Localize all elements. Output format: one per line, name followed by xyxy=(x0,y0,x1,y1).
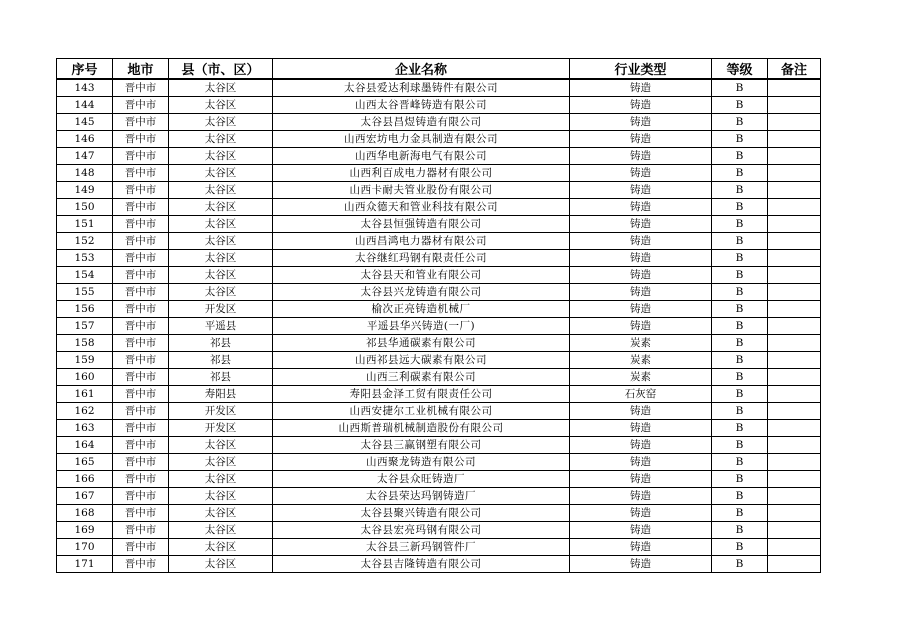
cell-serial-no: 151 xyxy=(57,216,113,233)
cell-remarks xyxy=(768,420,821,437)
cell-grade: B xyxy=(712,79,768,97)
cell-county: 祁县 xyxy=(169,352,273,369)
cell-city: 晋中市 xyxy=(113,233,169,250)
cell-county: 祁县 xyxy=(169,369,273,386)
cell-county: 开发区 xyxy=(169,420,273,437)
cell-serial-no: 157 xyxy=(57,318,113,335)
cell-county: 太谷区 xyxy=(169,79,273,97)
cell-company-name: 祁县华通碳素有限公司 xyxy=(273,335,570,352)
cell-remarks xyxy=(768,335,821,352)
table-row xyxy=(57,97,821,114)
cell-county: 太谷区 xyxy=(169,199,273,216)
cell-remarks xyxy=(768,352,821,369)
cell-company-name: 太谷县宏亮玛钢有限公司 xyxy=(273,522,570,539)
cell-remarks xyxy=(768,505,821,522)
cell-industry-type: 铸造 xyxy=(570,199,712,216)
cell-grade: B xyxy=(712,420,768,437)
cell-industry-type: 铸造 xyxy=(570,301,712,318)
cell-county: 太谷区 xyxy=(169,148,273,165)
table-row xyxy=(57,539,821,556)
cell-company-name: 山西祁县远大碳素有限公司 xyxy=(273,352,570,369)
cell-county: 太谷区 xyxy=(169,114,273,131)
cell-company-name: 山西昌鸿电力器材有限公司 xyxy=(273,233,570,250)
cell-grade: B xyxy=(712,148,768,165)
cell-industry-type: 铸造 xyxy=(570,556,712,573)
table-row xyxy=(57,522,821,539)
cell-company-name: 太谷县众旺铸造厂 xyxy=(273,471,570,488)
cell-remarks xyxy=(768,114,821,131)
header-industry-type: 行业类型 xyxy=(570,59,712,80)
cell-serial-no: 156 xyxy=(57,301,113,318)
cell-county: 开发区 xyxy=(169,403,273,420)
cell-serial-no: 163 xyxy=(57,420,113,437)
cell-county: 开发区 xyxy=(169,301,273,318)
cell-county: 太谷区 xyxy=(169,505,273,522)
cell-serial-no: 159 xyxy=(57,352,113,369)
cell-remarks xyxy=(768,199,821,216)
cell-city: 晋中市 xyxy=(113,97,169,114)
cell-county: 太谷区 xyxy=(169,216,273,233)
table-row xyxy=(57,437,821,454)
cell-industry-type: 铸造 xyxy=(570,267,712,284)
cell-grade: B xyxy=(712,556,768,573)
cell-grade: B xyxy=(712,539,768,556)
cell-industry-type: 铸造 xyxy=(570,318,712,335)
cell-remarks xyxy=(768,471,821,488)
cell-remarks xyxy=(768,233,821,250)
table-row xyxy=(57,369,821,386)
cell-serial-no: 155 xyxy=(57,284,113,301)
cell-serial-no: 168 xyxy=(57,505,113,522)
cell-county: 太谷区 xyxy=(169,522,273,539)
cell-grade: B xyxy=(712,182,768,199)
cell-remarks xyxy=(768,182,821,199)
cell-industry-type: 铸造 xyxy=(570,403,712,420)
cell-industry-type: 铸造 xyxy=(570,182,712,199)
cell-serial-no: 160 xyxy=(57,369,113,386)
table-body xyxy=(57,79,821,573)
cell-serial-no: 164 xyxy=(57,437,113,454)
cell-industry-type: 铸造 xyxy=(570,114,712,131)
header-county: 县（市、区） xyxy=(169,59,273,80)
cell-county: 太谷区 xyxy=(169,267,273,284)
table-row xyxy=(57,335,821,352)
header-city: 地市 xyxy=(113,59,169,80)
cell-remarks xyxy=(768,369,821,386)
cell-remarks xyxy=(768,250,821,267)
cell-city: 晋中市 xyxy=(113,114,169,131)
cell-city: 晋中市 xyxy=(113,165,169,182)
cell-remarks xyxy=(768,454,821,471)
cell-company-name: 山西宏坊电力金具制造有限公司 xyxy=(273,131,570,148)
table-row xyxy=(57,301,821,318)
cell-remarks xyxy=(768,97,821,114)
cell-company-name: 太谷县吉隆铸造有限公司 xyxy=(273,556,570,573)
cell-county: 太谷区 xyxy=(169,284,273,301)
cell-company-name: 太谷县恒强铸造有限公司 xyxy=(273,216,570,233)
cell-serial-no: 167 xyxy=(57,488,113,505)
cell-city: 晋中市 xyxy=(113,301,169,318)
table-row xyxy=(57,79,821,97)
table-row xyxy=(57,386,821,403)
cell-serial-no: 143 xyxy=(57,79,113,97)
table-row xyxy=(57,114,821,131)
table-row xyxy=(57,318,821,335)
cell-serial-no: 161 xyxy=(57,386,113,403)
cell-company-name: 山西华电新海电气有限公司 xyxy=(273,148,570,165)
cell-company-name: 山西安捷尔工业机械有限公司 xyxy=(273,403,570,420)
cell-county: 寿阳县 xyxy=(169,386,273,403)
cell-serial-no: 165 xyxy=(57,454,113,471)
cell-serial-no: 153 xyxy=(57,250,113,267)
cell-grade: B xyxy=(712,267,768,284)
table-row xyxy=(57,131,821,148)
cell-county: 太谷区 xyxy=(169,131,273,148)
cell-city: 晋中市 xyxy=(113,454,169,471)
cell-remarks xyxy=(768,437,821,454)
cell-county: 太谷区 xyxy=(169,471,273,488)
cell-company-name: 榆次正亮铸造机械厂 xyxy=(273,301,570,318)
cell-city: 晋中市 xyxy=(113,318,169,335)
cell-city: 晋中市 xyxy=(113,386,169,403)
cell-grade: B xyxy=(712,454,768,471)
table-row xyxy=(57,267,821,284)
cell-industry-type: 铸造 xyxy=(570,284,712,301)
table-row xyxy=(57,148,821,165)
cell-company-name: 太谷县三新玛钢管件厂 xyxy=(273,539,570,556)
cell-grade: B xyxy=(712,233,768,250)
cell-company-name: 太谷继红玛钢有限责任公司 xyxy=(273,250,570,267)
cell-city: 晋中市 xyxy=(113,199,169,216)
cell-grade: B xyxy=(712,471,768,488)
cell-city: 晋中市 xyxy=(113,352,169,369)
cell-remarks xyxy=(768,79,821,97)
cell-grade: B xyxy=(712,386,768,403)
cell-city: 晋中市 xyxy=(113,148,169,165)
cell-company-name: 山西聚龙铸造有限公司 xyxy=(273,454,570,471)
cell-remarks xyxy=(768,556,821,573)
header-row xyxy=(57,59,821,80)
cell-serial-no: 169 xyxy=(57,522,113,539)
cell-city: 晋中市 xyxy=(113,284,169,301)
cell-city: 晋中市 xyxy=(113,182,169,199)
cell-city: 晋中市 xyxy=(113,131,169,148)
cell-city: 晋中市 xyxy=(113,471,169,488)
cell-city: 晋中市 xyxy=(113,250,169,267)
header-company-name: 企业名称 xyxy=(273,59,570,80)
cell-industry-type: 铸造 xyxy=(570,250,712,267)
table-row xyxy=(57,284,821,301)
cell-company-name: 山西利百成电力器材有限公司 xyxy=(273,165,570,182)
cell-company-name: 太谷县爱达利球墨铸件有限公司 xyxy=(273,79,570,97)
cell-city: 晋中市 xyxy=(113,437,169,454)
cell-city: 晋中市 xyxy=(113,335,169,352)
cell-serial-no: 171 xyxy=(57,556,113,573)
cell-remarks xyxy=(768,386,821,403)
cell-serial-no: 158 xyxy=(57,335,113,352)
cell-county: 太谷区 xyxy=(169,556,273,573)
cell-county: 太谷区 xyxy=(169,182,273,199)
cell-remarks xyxy=(768,403,821,420)
cell-remarks xyxy=(768,216,821,233)
cell-remarks xyxy=(768,131,821,148)
cell-industry-type: 炭素 xyxy=(570,335,712,352)
cell-company-name: 山西太谷晋峰铸造有限公司 xyxy=(273,97,570,114)
cell-serial-no: 152 xyxy=(57,233,113,250)
cell-grade: B xyxy=(712,437,768,454)
cell-county: 太谷区 xyxy=(169,539,273,556)
enterprise-table xyxy=(56,58,821,573)
cell-industry-type: 炭素 xyxy=(570,352,712,369)
cell-remarks xyxy=(768,539,821,556)
cell-grade: B xyxy=(712,284,768,301)
cell-remarks xyxy=(768,148,821,165)
cell-city: 晋中市 xyxy=(113,505,169,522)
cell-city: 晋中市 xyxy=(113,267,169,284)
cell-city: 晋中市 xyxy=(113,79,169,97)
cell-grade: B xyxy=(712,216,768,233)
cell-city: 晋中市 xyxy=(113,403,169,420)
cell-industry-type: 铸造 xyxy=(570,505,712,522)
cell-company-name: 太谷县昌煜铸造有限公司 xyxy=(273,114,570,131)
cell-company-name: 太谷县三赢钢塑有限公司 xyxy=(273,437,570,454)
cell-company-name: 山西卡耐夫管业股份有限公司 xyxy=(273,182,570,199)
cell-company-name: 平遥县华兴铸造(一厂) xyxy=(273,318,570,335)
cell-serial-no: 146 xyxy=(57,131,113,148)
cell-county: 祁县 xyxy=(169,335,273,352)
cell-county: 太谷区 xyxy=(169,97,273,114)
cell-company-name: 太谷县聚兴铸造有限公司 xyxy=(273,505,570,522)
cell-company-name: 山西三利碳素有限公司 xyxy=(273,369,570,386)
cell-industry-type: 石灰窑 xyxy=(570,386,712,403)
cell-company-name: 山西众德天和管业科技有限公司 xyxy=(273,199,570,216)
cell-remarks xyxy=(768,267,821,284)
cell-industry-type: 铸造 xyxy=(570,420,712,437)
cell-company-name: 太谷县荣达玛钢铸造厂 xyxy=(273,488,570,505)
header-remarks: 备注 xyxy=(768,59,821,80)
cell-industry-type: 铸造 xyxy=(570,454,712,471)
cell-remarks xyxy=(768,488,821,505)
cell-county: 太谷区 xyxy=(169,233,273,250)
table-row xyxy=(57,488,821,505)
cell-industry-type: 铸造 xyxy=(570,233,712,250)
cell-city: 晋中市 xyxy=(113,556,169,573)
cell-county: 太谷区 xyxy=(169,454,273,471)
cell-grade: B xyxy=(712,250,768,267)
cell-industry-type: 铸造 xyxy=(570,165,712,182)
cell-grade: B xyxy=(712,505,768,522)
cell-remarks xyxy=(768,522,821,539)
cell-grade: B xyxy=(712,318,768,335)
cell-county: 太谷区 xyxy=(169,488,273,505)
cell-company-name: 太谷县兴龙铸造有限公司 xyxy=(273,284,570,301)
cell-industry-type: 铸造 xyxy=(570,539,712,556)
cell-remarks xyxy=(768,284,821,301)
cell-serial-no: 144 xyxy=(57,97,113,114)
cell-serial-no: 154 xyxy=(57,267,113,284)
cell-industry-type: 铸造 xyxy=(570,437,712,454)
header-serial-no: 序号 xyxy=(57,59,113,80)
cell-grade: B xyxy=(712,97,768,114)
cell-serial-no: 162 xyxy=(57,403,113,420)
cell-grade: B xyxy=(712,369,768,386)
cell-company-name: 山西斯普瑞机械制造股份有限公司 xyxy=(273,420,570,437)
table-row xyxy=(57,403,821,420)
table-row xyxy=(57,199,821,216)
cell-company-name: 寿阳县金泽工贸有限责任公司 xyxy=(273,386,570,403)
cell-serial-no: 149 xyxy=(57,182,113,199)
cell-city: 晋中市 xyxy=(113,369,169,386)
cell-city: 晋中市 xyxy=(113,420,169,437)
cell-grade: B xyxy=(712,199,768,216)
cell-remarks xyxy=(768,165,821,182)
cell-city: 晋中市 xyxy=(113,539,169,556)
cell-serial-no: 150 xyxy=(57,199,113,216)
cell-serial-no: 170 xyxy=(57,539,113,556)
cell-grade: B xyxy=(712,335,768,352)
table-row xyxy=(57,420,821,437)
cell-grade: B xyxy=(712,165,768,182)
cell-grade: B xyxy=(712,352,768,369)
header-grade: 等级 xyxy=(712,59,768,80)
cell-industry-type: 铸造 xyxy=(570,148,712,165)
cell-city: 晋中市 xyxy=(113,216,169,233)
cell-serial-no: 147 xyxy=(57,148,113,165)
cell-grade: B xyxy=(712,522,768,539)
cell-remarks xyxy=(768,301,821,318)
table-row xyxy=(57,505,821,522)
cell-company-name: 太谷县天和管业有限公司 xyxy=(273,267,570,284)
cell-county: 太谷区 xyxy=(169,437,273,454)
cell-industry-type: 铸造 xyxy=(570,79,712,97)
cell-serial-no: 148 xyxy=(57,165,113,182)
table-row xyxy=(57,233,821,250)
table-row xyxy=(57,165,821,182)
cell-industry-type: 铸造 xyxy=(570,522,712,539)
cell-grade: B xyxy=(712,114,768,131)
cell-city: 晋中市 xyxy=(113,522,169,539)
cell-county: 平遥县 xyxy=(169,318,273,335)
enterprise-table-sheet xyxy=(56,58,821,573)
table-row xyxy=(57,556,821,573)
table-row xyxy=(57,216,821,233)
cell-remarks xyxy=(768,318,821,335)
cell-industry-type: 铸造 xyxy=(570,471,712,488)
cell-industry-type: 铸造 xyxy=(570,97,712,114)
table-row xyxy=(57,352,821,369)
cell-grade: B xyxy=(712,131,768,148)
table-row xyxy=(57,182,821,199)
cell-grade: B xyxy=(712,403,768,420)
cell-city: 晋中市 xyxy=(113,488,169,505)
cell-county: 太谷区 xyxy=(169,250,273,267)
cell-industry-type: 铸造 xyxy=(570,131,712,148)
cell-industry-type: 炭素 xyxy=(570,369,712,386)
cell-grade: B xyxy=(712,301,768,318)
cell-serial-no: 166 xyxy=(57,471,113,488)
cell-industry-type: 铸造 xyxy=(570,216,712,233)
table-row xyxy=(57,454,821,471)
cell-grade: B xyxy=(712,488,768,505)
table-row xyxy=(57,471,821,488)
cell-industry-type: 铸造 xyxy=(570,488,712,505)
table-row xyxy=(57,250,821,267)
cell-county: 太谷区 xyxy=(169,165,273,182)
cell-serial-no: 145 xyxy=(57,114,113,131)
